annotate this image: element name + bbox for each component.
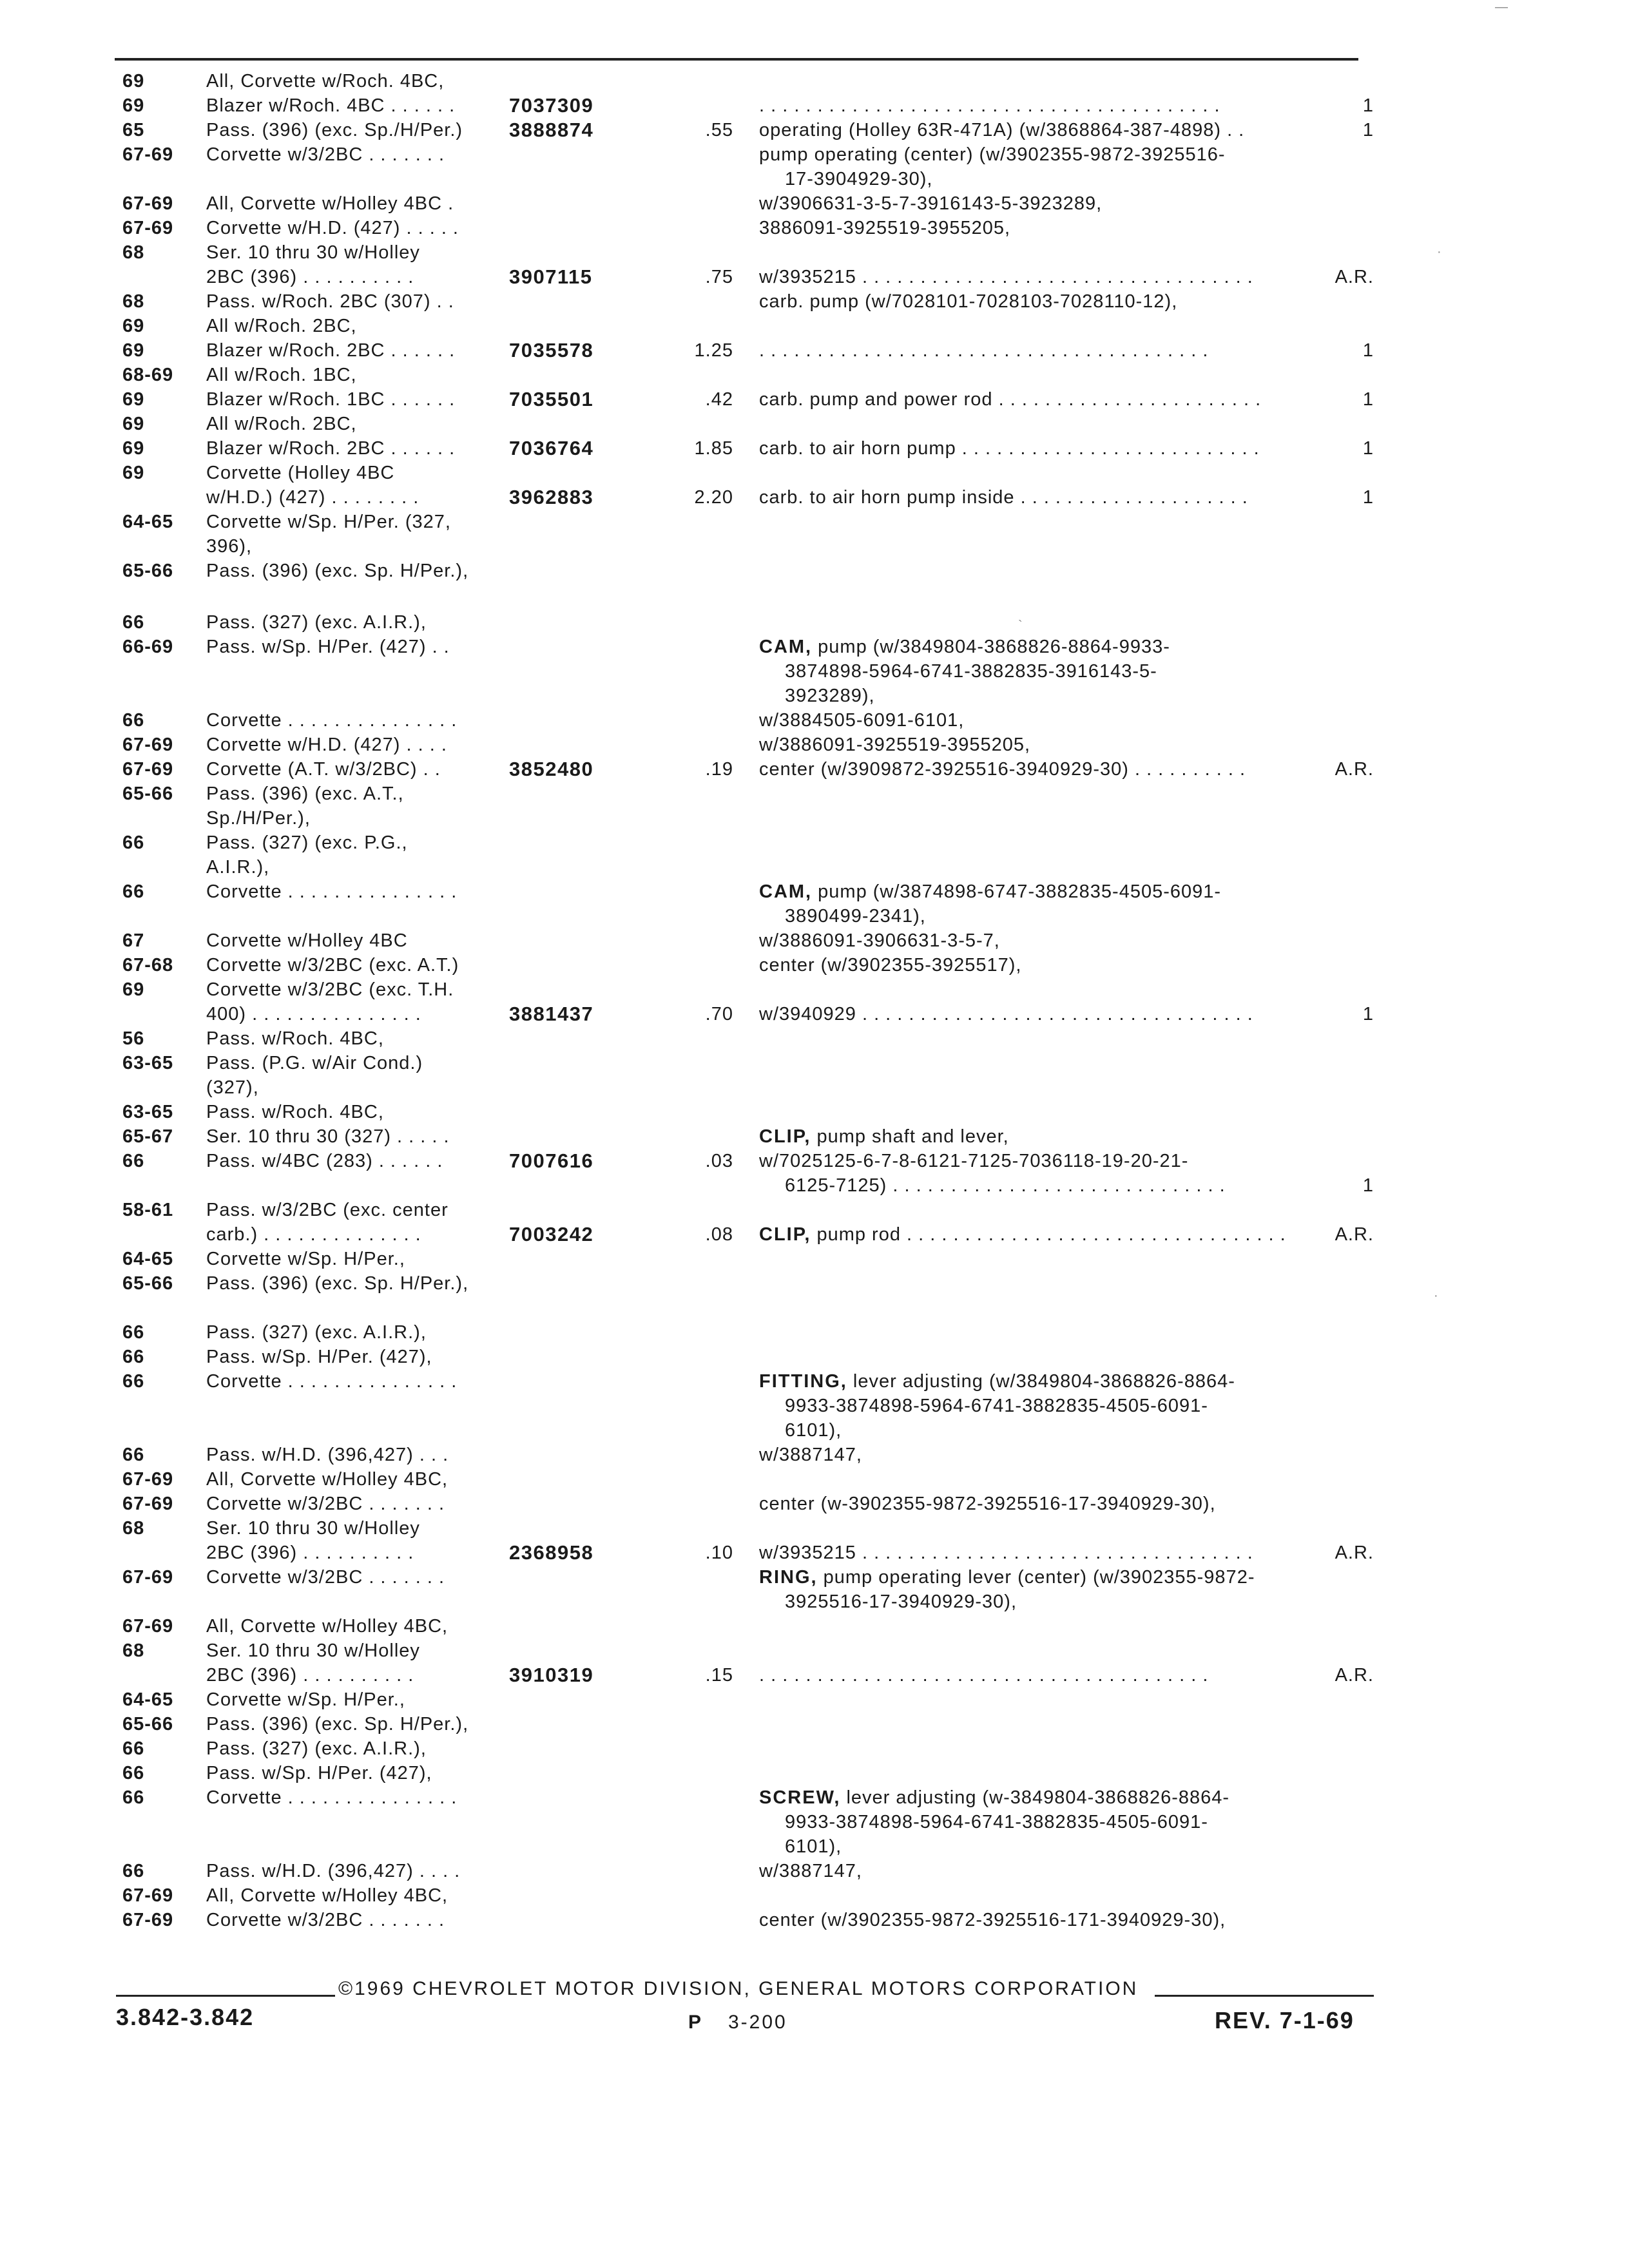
part-description-text: operating (Holley 63R-471A) (w/3868864-387-4898) . . <box>759 120 1245 140</box>
part-number: 3907115 <box>509 265 593 288</box>
part-description-text: 6125-7125) . . . . . . . . . . . . . . . . . . . . . . . . . . . . . <box>785 1175 1226 1196</box>
model-year: 67-69 <box>122 218 174 238</box>
page-prefix: P <box>688 2012 704 2033</box>
part-description <box>759 1566 1255 1589</box>
model-year: 68-69 <box>122 365 174 385</box>
model-year: 67-69 <box>122 1567 174 1588</box>
model-year: 67-69 <box>122 193 174 214</box>
application-description: All, Corvette w/Holley 4BC, <box>206 1616 448 1637</box>
part-description <box>759 1125 1009 1148</box>
application-description: Pass. (327) (exc. P.G., <box>206 832 408 853</box>
quantity: 1 <box>1362 438 1374 459</box>
application-description: All w/Roch. 1BC, <box>206 365 357 385</box>
part-description <box>759 143 1226 166</box>
model-year: 65-66 <box>122 783 174 804</box>
model-year: 66 <box>122 1445 145 1465</box>
application-description: Pass. (396) (exc. Sp. H/Per.), <box>206 1714 469 1735</box>
part-number: 3962883 <box>509 486 594 508</box>
application-description: Pass. (396) (exc. Sp./H/Per.) <box>206 120 463 140</box>
application-description: Ser. 10 thru 30 w/Holley <box>206 242 420 263</box>
application-description: Sp./H/Per.), <box>206 808 311 829</box>
part-description <box>759 880 1221 903</box>
part-description-text: center (w/3909872-3925516-3940929-30) . . . . . . . . . . <box>759 759 1246 780</box>
application-description: Pass. (327) (exc. A.I.R.), <box>206 1322 427 1343</box>
part-description-text: . . . . . . . . . . . . . . . . . . . . . . . . . . . . . . . . . . . . . . . . <box>759 95 1220 116</box>
application-description: Pass. (396) (exc. Sp. H/Per.), <box>206 561 469 581</box>
model-year: 63-65 <box>122 1102 174 1122</box>
group-number: 3.842-3.842 <box>116 2004 255 2030</box>
model-year: 69 <box>122 438 145 459</box>
part-description <box>759 1492 1216 1515</box>
application-description: Corvette w/H.D. (427) . . . . <box>206 735 447 755</box>
quantity: 1 <box>1362 1175 1374 1196</box>
part-number: 7037309 <box>509 94 594 117</box>
part-description-text: w/3886091-3925519-3955205, <box>759 735 1031 755</box>
part-name: FITTING, <box>759 1371 847 1392</box>
part-description <box>759 192 1102 215</box>
part-description <box>785 660 1157 683</box>
application-description: Pass. w/Sp. H/Per. (427), <box>206 1347 432 1367</box>
application-description: Corvette w/Holley 4BC <box>206 930 408 951</box>
part-description <box>759 1541 1253 1564</box>
application-description: Corvette . . . . . . . . . . . . . . . <box>206 1371 458 1392</box>
application-description: Corvette w/3/2BC . . . . . . . <box>206 1567 445 1588</box>
part-description <box>759 929 1000 952</box>
part-number: 7003242 <box>509 1223 594 1245</box>
part-description <box>759 290 1177 313</box>
part-description <box>759 265 1253 289</box>
part-description-text: pump rod . . . . . . . . . . . . . . . . . . . . . . . . . . . . . . . . . <box>811 1224 1286 1245</box>
model-year: 66 <box>122 1151 145 1171</box>
application-description: Corvette . . . . . . . . . . . . . . . <box>206 710 458 731</box>
model-year: 66 <box>122 1763 145 1783</box>
scan-speck: · <box>1434 1289 1438 1303</box>
model-year: 69 <box>122 340 145 361</box>
part-description-text: pump operating (center) (w/3902355-9872-3925516- <box>759 144 1226 165</box>
part-description <box>785 1174 1226 1197</box>
quantity: A.R. <box>1335 267 1374 287</box>
part-name: RING, <box>759 1567 818 1588</box>
model-year: 65-67 <box>122 1126 174 1147</box>
application-description: Blazer w/Roch. 4BC . . . . . . <box>206 95 456 116</box>
model-year: 67-69 <box>122 735 174 755</box>
quantity: 1 <box>1362 95 1374 116</box>
part-description <box>759 119 1244 142</box>
model-year: 66 <box>122 1371 145 1392</box>
application-description: Corvette . . . . . . . . . . . . . . . <box>206 881 458 902</box>
application-description: Blazer w/Roch. 2BC . . . . . . <box>206 340 456 361</box>
application-description: Ser. 10 thru 30 w/Holley <box>206 1640 420 1661</box>
scan-speck: ` <box>1018 619 1023 633</box>
scan-speck: — <box>1495 0 1508 14</box>
model-year: 69 <box>122 389 145 410</box>
part-number: 7035578 <box>509 339 594 361</box>
part-number: 3881437 <box>509 1003 594 1025</box>
revision-date: REV. 7-1-69 <box>1215 2007 1354 2033</box>
part-number: 3888874 <box>509 119 594 141</box>
part-description-text: center (w/3902355-9872-3925516-171-3940929-30), <box>759 1910 1226 1930</box>
part-description-text: w/3940929 . . . . . . . . . . . . . . . . . . . . . . . . . . . . . . . . . . <box>759 1004 1253 1024</box>
part-description-text: pump shaft and lever, <box>811 1126 1009 1147</box>
part-description-text: w/3887147, <box>759 1445 862 1465</box>
model-year: 67-69 <box>122 1910 174 1930</box>
model-year: 68 <box>122 291 145 312</box>
application-description: Corvette w/H.D. (427) . . . . . <box>206 218 459 238</box>
part-description <box>759 388 1261 411</box>
part-description <box>759 339 1208 362</box>
footer-rule-right <box>1155 1995 1374 1997</box>
part-number: 7035501 <box>509 388 594 410</box>
model-year: 66-69 <box>122 637 174 657</box>
part-description <box>785 168 932 191</box>
part-description-text: carb. to air horn pump inside . . . . . . . . . . . . . . . . . . . . <box>759 487 1248 508</box>
part-description-text: 17-3904929-30), <box>785 169 933 189</box>
model-year: 67-69 <box>122 1616 174 1637</box>
application-description: 396), <box>206 536 253 557</box>
application-description: 2BC (396) . . . . . . . . . . <box>206 1665 414 1686</box>
application-description: Pass. w/3/2BC (exc. center <box>206 1200 448 1220</box>
list-price: .15 <box>705 1665 733 1686</box>
part-description-text: center (w-3902355-9872-3925516-17-3940929-30), <box>759 1494 1216 1514</box>
model-year: 65-66 <box>122 1273 174 1294</box>
part-description-text: 9933-3874898-5964-6741-3882835-4505-6091- <box>785 1396 1208 1416</box>
application-description: Corvette (A.T. w/3/2BC) . . <box>206 759 441 780</box>
application-description: All w/Roch. 2BC, <box>206 414 357 434</box>
model-year: 69 <box>122 979 145 1000</box>
part-description <box>759 1149 1188 1173</box>
part-description-text: w/3886091-3906631-3-5-7, <box>759 930 1000 951</box>
model-year: 67-69 <box>122 759 174 780</box>
application-description: w/H.D.) (427) . . . . . . . . <box>206 487 419 508</box>
quantity: A.R. <box>1335 1542 1374 1563</box>
part-description-text: carb. to air horn pump . . . . . . . . . . . . . . . . . . . . . . . . . . <box>759 438 1260 459</box>
application-description: All, Corvette w/Roch. 4BC, <box>206 71 445 91</box>
list-price: .55 <box>705 120 733 140</box>
application-description: Blazer w/Roch. 2BC . . . . . . <box>206 438 456 459</box>
application-description: Pass. (396) (exc. Sp. H/Per.), <box>206 1273 469 1294</box>
part-description-text: lever adjusting (w/3849804-3868826-8864- <box>847 1371 1235 1392</box>
model-year: 68 <box>122 1640 145 1661</box>
model-year: 67-68 <box>122 955 174 975</box>
part-description-text: pump operating lever (center) (w/3902355-9872- <box>817 1567 1255 1588</box>
application-description: All, Corvette w/Holley 4BC, <box>206 1469 448 1490</box>
part-number: 3852480 <box>509 758 594 780</box>
quantity: A.R. <box>1335 1224 1374 1245</box>
application-description: Pass. w/Roch. 2BC (307) . . <box>206 291 454 312</box>
part-description-text: 3925516-17-3940929-30), <box>785 1591 1017 1612</box>
application-description: Pass. w/Roch. 4BC, <box>206 1028 384 1049</box>
list-price: 2.20 <box>694 487 733 508</box>
application-description: 400) . . . . . . . . . . . . . . . <box>206 1004 421 1024</box>
application-description: Pass. w/Sp. H/Per. (427) . . <box>206 637 450 657</box>
list-price: .08 <box>705 1224 733 1245</box>
application-description: Pass. w/4BC (283) . . . . . . <box>206 1151 443 1171</box>
footer-rule-left <box>116 1995 335 1997</box>
part-description <box>785 1811 1208 1834</box>
application-description: Pass. w/H.D. (396,427) . . . . <box>206 1861 461 1881</box>
part-description <box>759 635 1170 658</box>
model-year: 69 <box>122 71 145 91</box>
application-description: 2BC (396) . . . . . . . . . . <box>206 267 414 287</box>
part-description <box>785 1590 1017 1613</box>
model-year: 67-69 <box>122 1469 174 1490</box>
model-year: 66 <box>122 1322 145 1343</box>
model-year: 64-65 <box>122 512 174 532</box>
part-description <box>759 1370 1235 1393</box>
part-description <box>759 758 1246 781</box>
part-description-text: w/3887147, <box>759 1861 862 1881</box>
model-year: 69 <box>122 414 145 434</box>
application-description: (327), <box>206 1077 259 1098</box>
model-year: 66 <box>122 1347 145 1367</box>
part-description <box>759 709 964 732</box>
application-description: Ser. 10 thru 30 (327) . . . . . <box>206 1126 450 1147</box>
model-year: 67-69 <box>122 144 174 165</box>
model-year: 67-69 <box>122 1885 174 1906</box>
part-description <box>759 437 1260 460</box>
part-description-text: pump (w/3874898-6747-3882835-4505-6091- <box>812 881 1222 902</box>
part-description-text: w/7025125-6-7-8-6121-7125-7036118-19-20-21- <box>759 1151 1189 1171</box>
application-description: Pass. w/Roch. 4BC, <box>206 1102 384 1122</box>
part-description <box>759 1003 1253 1026</box>
page-number: 3-200 <box>728 2012 787 2033</box>
application-description: Pass. w/H.D. (396,427) . . . <box>206 1445 449 1465</box>
part-description <box>785 1419 842 1442</box>
part-description <box>785 684 875 707</box>
list-price: .75 <box>705 267 733 287</box>
application-description: Corvette (Holley 4BC <box>206 463 395 483</box>
part-description-text: 9933-3874898-5964-6741-3882835-4505-6091- <box>785 1812 1208 1832</box>
part-name: CAM, <box>759 881 813 902</box>
application-description: Corvette w/Sp. H/Per. (327, <box>206 512 451 532</box>
model-year: 58-61 <box>122 1200 174 1220</box>
part-description <box>759 733 1030 756</box>
part-description <box>785 905 926 928</box>
application-description: Ser. 10 thru 30 w/Holley <box>206 1518 420 1539</box>
quantity: 1 <box>1362 340 1374 361</box>
application-description: carb.) . . . . . . . . . . . . . . <box>206 1224 421 1245</box>
model-year: 69 <box>122 95 145 116</box>
list-price: 1.85 <box>694 438 733 459</box>
quantity: 1 <box>1362 120 1374 140</box>
model-year: 67 <box>122 930 145 951</box>
list-price: .42 <box>705 389 733 410</box>
part-name: CLIP, <box>759 1224 811 1245</box>
model-year: 66 <box>122 710 145 731</box>
quantity: 1 <box>1362 389 1374 410</box>
model-year: 66 <box>122 832 145 853</box>
list-price: .10 <box>705 1542 733 1563</box>
part-number: 3910319 <box>509 1664 594 1686</box>
model-year: 65 <box>122 120 145 140</box>
top-rule <box>115 58 1358 61</box>
part-name: SCREW, <box>759 1787 841 1808</box>
quantity: A.R. <box>1335 759 1374 780</box>
application-description: Pass. (327) (exc. A.I.R.), <box>206 612 427 633</box>
application-description: Corvette w/Sp. H/Per., <box>206 1689 405 1710</box>
part-number: 7036764 <box>509 437 594 459</box>
part-description-text: 3886091-3925519-3955205, <box>759 218 1011 238</box>
model-year: 64-65 <box>122 1249 174 1269</box>
application-description: Blazer w/Roch. 1BC . . . . . . <box>206 389 456 410</box>
part-description <box>759 1786 1229 1809</box>
application-description: A.I.R.), <box>206 857 270 878</box>
model-year: 67-69 <box>122 1494 174 1514</box>
part-description-text: 3890499-2341), <box>785 906 926 927</box>
list-price: .19 <box>705 759 733 780</box>
application-description: Pass. (327) (exc. A.I.R.), <box>206 1738 427 1759</box>
part-name: CLIP, <box>759 1126 811 1147</box>
part-description-text: . . . . . . . . . . . . . . . . . . . . . . . . . . . . . . . . . . . . . . . <box>759 340 1209 361</box>
part-description <box>759 486 1248 509</box>
application-description: Corvette . . . . . . . . . . . . . . . <box>206 1787 458 1808</box>
part-description-text: . . . . . . . . . . . . . . . . . . . . . . . . . . . . . . . . . . . . . . . <box>759 1665 1209 1686</box>
part-number: 2368958 <box>509 1541 594 1564</box>
part-name: CAM, <box>759 637 813 657</box>
model-year: 66 <box>122 1738 145 1759</box>
part-description <box>759 1664 1208 1687</box>
part-description <box>759 1223 1286 1246</box>
list-price: .03 <box>705 1151 733 1171</box>
application-description: All w/Roch. 2BC, <box>206 316 357 336</box>
model-year: 65-66 <box>122 1714 174 1735</box>
application-description: Pass. (396) (exc. A.T., <box>206 783 404 804</box>
application-description: Pass. w/Sp. H/Per. (427), <box>206 1763 432 1783</box>
model-year: 69 <box>122 463 145 483</box>
model-year: 68 <box>122 242 145 263</box>
model-year: 66 <box>122 1861 145 1881</box>
application-description: Corvette w/3/2BC . . . . . . . <box>206 144 445 165</box>
application-description: All, Corvette w/Holley 4BC . <box>206 193 454 214</box>
model-year: 66 <box>122 612 145 633</box>
part-description <box>759 954 1021 977</box>
model-year: 56 <box>122 1028 145 1049</box>
part-description-text: w/3935215 . . . . . . . . . . . . . . . . . . . . . . . . . . . . . . . . . . <box>759 267 1253 287</box>
application-description: Corvette w/3/2BC . . . . . . . <box>206 1494 445 1514</box>
part-description-text: lever adjusting (w-3849804-3868826-8864- <box>840 1787 1230 1808</box>
part-description-text: w/3906631-3-5-7-3916143-5-3923289, <box>759 193 1103 214</box>
application-description: Corvette w/Sp. H/Per., <box>206 1249 405 1269</box>
model-year: 66 <box>122 881 145 902</box>
part-description-text: 3874898-5964-6741-3882835-3916143-5- <box>785 661 1157 682</box>
part-description-text: carb. pump (w/7028101-7028103-7028110-12), <box>759 291 1178 312</box>
model-year: 64-65 <box>122 1689 174 1710</box>
application-description: All, Corvette w/Holley 4BC, <box>206 1885 448 1906</box>
part-description <box>759 216 1010 240</box>
application-description: Corvette w/3/2BC (exc. T.H. <box>206 979 454 1000</box>
application-description: 2BC (396) . . . . . . . . . . <box>206 1542 414 1563</box>
part-description-text: 6101), <box>785 1836 842 1857</box>
part-number: 7007616 <box>509 1149 594 1172</box>
part-description <box>759 94 1220 117</box>
quantity: 1 <box>1362 1004 1374 1024</box>
part-description-text: w/3935215 . . . . . . . . . . . . . . . . . . . . . . . . . . . . . . . . . . <box>759 1542 1253 1563</box>
copyright-notice: ©1969 CHEVROLET MOTOR DIVISION, GENERAL MOTORS CORPORATION <box>338 1978 1139 1999</box>
application-description: Corvette w/3/2BC . . . . . . . <box>206 1910 445 1930</box>
part-description <box>785 1394 1208 1418</box>
list-price: 1.25 <box>694 340 733 361</box>
part-description-text: w/3884505-6091-6101, <box>759 710 965 731</box>
part-description <box>759 1860 862 1883</box>
part-description <box>785 1835 842 1858</box>
model-year: 69 <box>122 316 145 336</box>
scan-speck: · <box>1437 245 1441 259</box>
model-year: 68 <box>122 1518 145 1539</box>
part-description-text: 3923289), <box>785 686 875 706</box>
model-year: 65-66 <box>122 561 174 581</box>
quantity: A.R. <box>1335 1665 1374 1686</box>
list-price: .70 <box>705 1004 733 1024</box>
model-year: 63-65 <box>122 1053 174 1073</box>
application-description: Pass. (P.G. w/Air Cond.) <box>206 1053 423 1073</box>
quantity: 1 <box>1362 487 1374 508</box>
part-description <box>759 1443 862 1466</box>
part-description-text: pump (w/3849804-3868826-8864-9933- <box>812 637 1170 657</box>
application-description: Corvette w/3/2BC (exc. A.T.) <box>206 955 459 975</box>
part-description-text: carb. pump and power rod . . . . . . . . . . . . . . . . . . . . . . . <box>759 389 1262 410</box>
model-year: 66 <box>122 1787 145 1808</box>
part-description <box>759 1908 1226 1932</box>
part-description-text: center (w/3902355-3925517), <box>759 955 1022 975</box>
part-description-text: 6101), <box>785 1420 842 1441</box>
